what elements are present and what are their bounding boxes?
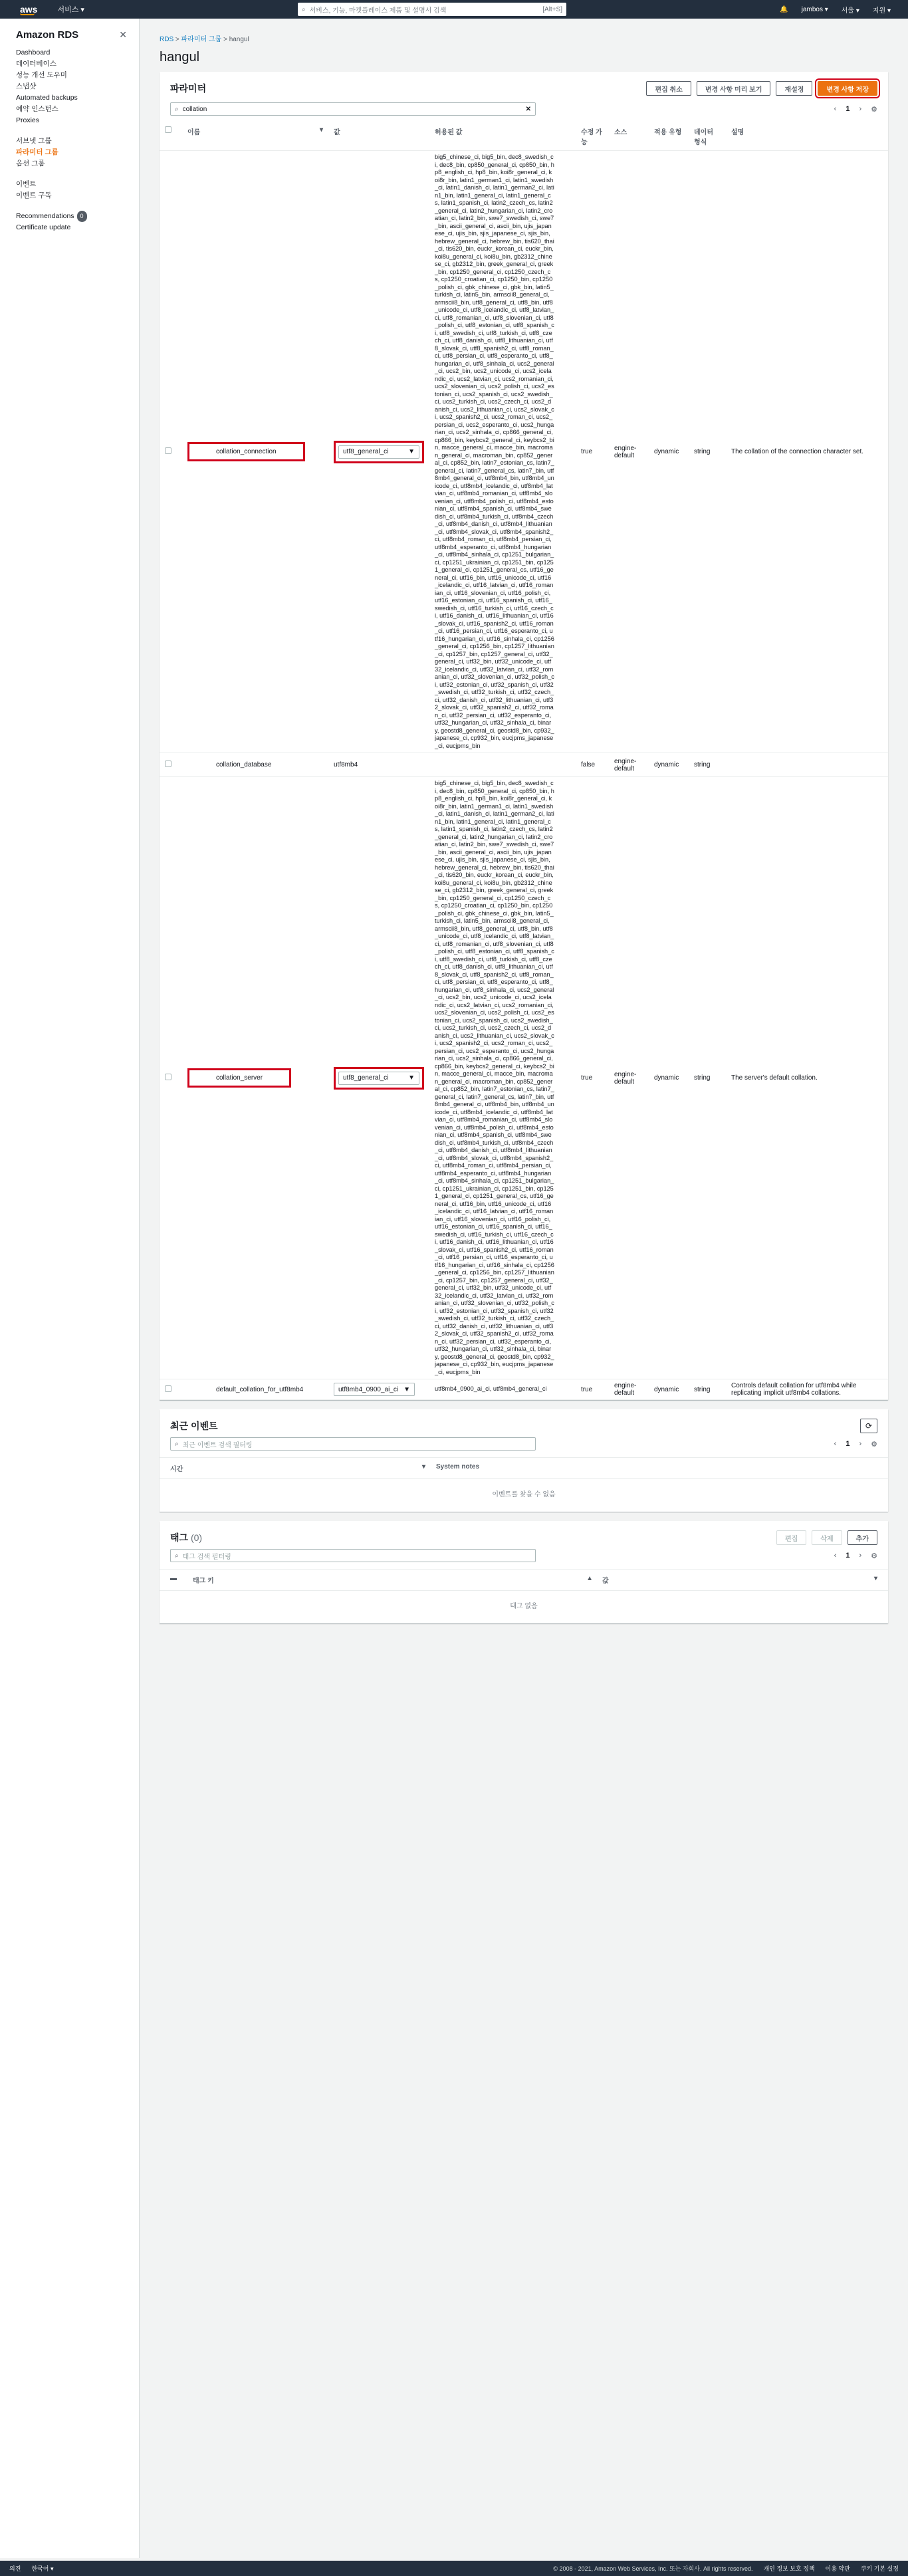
sidebar-item-databases[interactable]: 데이터베이스 <box>16 60 57 68</box>
select-all-checkbox-minus[interactable]: ▬ <box>170 1575 177 1582</box>
row-checkbox[interactable] <box>165 1385 171 1392</box>
recommendations-badge: 0 <box>77 211 87 222</box>
sidebar-item-recommendations[interactable] <box>16 211 123 222</box>
col-header-value[interactable]: 값 <box>328 122 429 151</box>
data-type: string <box>689 151 726 753</box>
preview-changes-button[interactable]: 변경 사항 미리 보기 <box>697 81 771 96</box>
gear-icon[interactable]: ⚙ <box>871 1440 877 1449</box>
breadcrumb-current: hangul <box>229 36 249 43</box>
data-type: string <box>689 1379 726 1400</box>
edit-tags-button[interactable]: 편집 <box>776 1530 806 1545</box>
global-search-input[interactable] <box>298 3 566 16</box>
recent-events-panel <box>160 1409 888 1512</box>
pagination <box>834 105 877 114</box>
row-checkbox[interactable] <box>165 761 171 767</box>
table-row <box>160 1379 888 1400</box>
col-header-data-type[interactable]: 데이터 형식 <box>689 122 726 151</box>
gear-icon[interactable]: ⚙ <box>871 105 877 114</box>
modifiable: true <box>576 151 609 753</box>
col-header-name[interactable]: 이름 ▾ <box>182 122 328 151</box>
support-menu[interactable]: 지원 ▾ <box>872 7 891 15</box>
modifiable: false <box>576 753 609 777</box>
source: engine-default <box>609 777 649 1379</box>
search-icon: ⌕ <box>175 1552 179 1560</box>
col-header-time[interactable]: 시간 ▾ <box>170 1463 425 1473</box>
aws-logo[interactable] <box>20 4 37 15</box>
close-icon[interactable]: ✕ <box>119 29 127 40</box>
page-number[interactable]: 1 <box>846 105 850 113</box>
next-page-icon[interactable]: › <box>859 1552 862 1560</box>
topnav-right <box>780 0 891 19</box>
sidebar-group-3 <box>0 179 139 201</box>
services-menu[interactable]: 서비스 ▾ <box>57 6 84 14</box>
cancel-edit-button[interactable]: 편집 취소 <box>646 81 691 96</box>
global-search-placeholder: 서비스, 기능, 마켓플레이스 제품 및 설명서 검색 <box>309 7 447 15</box>
parameter-filter-input[interactable] <box>170 102 536 116</box>
events-table-header <box>160 1457 888 1479</box>
clear-filter-icon[interactable]: ✕ <box>525 105 531 113</box>
apply-type: dynamic <box>649 777 689 1379</box>
caret-down-icon: ▼ <box>408 1074 415 1082</box>
row-checkbox[interactable] <box>165 1074 171 1080</box>
sidebar-item-option-groups[interactable]: 옵션 그룹 <box>16 160 45 168</box>
bell-icon[interactable]: 🔔 <box>780 5 788 13</box>
data-type: string <box>689 753 726 777</box>
next-page-icon[interactable]: › <box>859 105 862 113</box>
breadcrumb <box>153 19 895 47</box>
sidebar <box>0 19 140 2558</box>
table-row <box>160 151 888 753</box>
sidebar-title: Amazon RDS <box>16 29 79 41</box>
parameters-table <box>160 122 888 1400</box>
prev-page-icon[interactable]: ‹ <box>834 1552 837 1560</box>
reset-button[interactable]: 재설정 <box>776 81 812 96</box>
add-tag-button[interactable]: 추가 <box>848 1530 877 1545</box>
param-value-select[interactable]: utf8_general_ci ▼ <box>338 445 419 459</box>
description: Controls default collation for utf8mb4 while replicating implicit utf8mb4 collations. <box>726 1379 888 1400</box>
col-header-system-notes[interactable]: System notes <box>436 1463 480 1470</box>
apply-type: dynamic <box>649 753 689 777</box>
table-header-row <box>160 122 888 151</box>
search-icon: ⌕ <box>175 1440 179 1448</box>
col-header-modifiable[interactable]: 수정 가능 <box>576 122 609 151</box>
col-header-apply-type[interactable]: 적용 유형 <box>649 122 689 151</box>
tags-search-input[interactable] <box>170 1549 536 1562</box>
param-value: utf8mb4 <box>328 753 429 777</box>
tags-pagination <box>834 1552 877 1560</box>
breadcrumb-separator: > <box>223 36 227 43</box>
source: engine-default <box>609 151 649 753</box>
sidebar-item-reserved-instances[interactable]: 예약 인스턴스 <box>16 105 58 113</box>
param-name: default_collation_for_utf8mb4 <box>182 1379 328 1400</box>
select-all-checkbox[interactable] <box>165 126 171 133</box>
page-title: hangul <box>160 50 200 64</box>
footer <box>0 2561 908 2576</box>
caret-down-icon: ▼ <box>403 1385 410 1393</box>
allowed-values: utf8mb4_0900_ai_ci, utf8mb4_general_ci <box>435 1385 547 1393</box>
top-navigation <box>0 0 908 19</box>
main-content <box>153 19 895 1623</box>
sidebar-group-4 <box>0 211 139 233</box>
sidebar-item-automated-backups[interactable]: Automated backups <box>16 94 78 102</box>
page-number[interactable]: 1 <box>846 1552 850 1560</box>
gear-icon[interactable]: ⚙ <box>871 1552 877 1560</box>
description: The server's default collation. <box>726 777 888 1379</box>
caret-down-icon: ▼ <box>408 448 415 455</box>
aws-logo-text: aws <box>20 3 38 15</box>
events-search-input[interactable] <box>170 1437 536 1451</box>
prev-page-icon[interactable]: ‹ <box>834 105 837 113</box>
param-value-select[interactable]: utf8_general_ci ▼ <box>338 1072 419 1085</box>
privacy-link[interactable]: 개인 정보 보호 정책 <box>763 2565 815 2572</box>
events-search-placeholder: 최근 이벤트 검색 필터링 <box>182 1441 253 1449</box>
sidebar-item-snapshots[interactable]: 스냅샷 <box>16 82 37 90</box>
sidebar-item-proxies[interactable]: Proxies <box>16 116 40 124</box>
table-row <box>160 753 888 777</box>
table-row <box>160 777 888 1379</box>
allowed-values: big5_chinese_ci, big5_bin, dec8_swedish_ci, dec8_bin, cp850_general_ci, cp850_bin, hp8_english_ci, hp8_bin, koi8r_general_ci, koi8r_bin, latin1_german1_ci, latin1_swedish_ci, latin1_danish_ci, latin1_german2_ci, latin1_bin, latin1_general_ci, latin1_general_cs, latin1_spanish_ci, latin2_czech_cs, latin2_general_ci, latin2_hungarian_ci, latin2_croatian_ci, latin2_bin, swe7_swedish_ci, swe7_bin, ascii_general_ci, ascii_bin, ujis_japanese_ci, ujis_bin, sjis_japanese_ci, sjis_bin, hebrew_general_ci, hebrew_bin, tis620_thai_ci, tis620_bin, euckr_korean_ci, euckr_bin, koi8u_general_ci, koi8u_bin, gb2312_chinese_ci, gb2312_bin, greek_general_ci, greek_bin, cp1250_general_ci, cp1250_czech_cs, cp1250_croatian_ci, cp1250_bin, cp1250_polish_ci, gbk_chinese_ci, gbk_bin, latin5_turkish_ci, latin5_bin, armscii8_general_ci, armscii8_bin, utf8_general_ci, utf8_bin, utf8_unicode_ci, utf8_icelandic_ci, utf8_latvian_ci, utf8_romanian_ci, utf8_slovenian_ci, utf8_polish_ci, utf8_estonian_ci, utf8_spanish_ci, utf8_swedish_ci, utf8_turkish_ci, utf8_czech_ci, utf8_danish_ci, utf8_lithuanian_ci, utf8_slovak_ci, utf8_spanish2_ci, utf8_roman_ci, utf8_persian_ci, utf8_esperanto_ci, utf8_hungarian_ci, utf8_sinhala_ci, ucs2_general_ci, ucs2_bin, ucs2_unicode_ci, ucs2_icelandic_ci, ucs2_latvian_ci, ucs2_romanian_ci, ucs2_slovenian_ci, ucs2_polish_ci, ucs2_estonian_ci, ucs2_spanish_ci, ucs2_swedish_ci, ucs2_turkish_ci, ucs2_czech_ci, ucs2_danish_ci, ucs2_lithuanian_ci, ucs2_slovak_ci, ucs2_spanish2_ci, ucs2_roman_ci, ucs2_persian_ci, ucs2_esperanto_ci, ucs2_hungarian_ci, ucs2_sinhala_ci, cp866_general_ci, cp866_bin, keybcs2_general_ci, keybcs2_bin, macce_general_ci, macce_bin, macroman_general_ci, macroman_bin, cp852_general_ci, cp852_bin, latin7_estonian_cs, latin7_general_ci, latin7_general_cs, latin7_bin, utf8mb4_general_ci, utf8mb4_bin, utf8mb4_unicode_ci, utf8mb4_icelandic_ci, utf8mb4_latvian_ci, utf8mb4_romanian_ci, utf8mb4_slovenian_ci, utf8mb4_polish_ci, utf8mb4_estonian_ci, utf8mb4_spanish_ci, utf8mb4_swedish_ci, utf8mb4_turkish_ci, utf8mb4_czech_ci, utf8mb4_danish_ci, utf8mb4_lithuanian_ci, utf8mb4_slovak_ci, utf8mb4_spanish2_ci, utf8mb4_roman_ci, utf8mb4_persian_ci, utf8mb4_esperanto_ci, utf8mb4_hungarian_ci, utf8mb4_sinhala_ci, cp1251_bulgarian_ci, cp1251_ukrainian_ci, cp1251_bin, cp1251_general_ci, cp1251_general_cs, utf16_general_ci, utf16_bin, utf16_unicode_ci, utf16_icelandic_ci, utf16_latvian_ci, utf16_romanian_ci, utf16_slovenian_ci, utf16_polish_ci, utf16_estonian_ci, utf16_spanish_ci, utf16_swedish_ci, utf16_turkish_ci, utf16_czech_ci, utf16_danish_ci, utf16_lithuanian_ci, utf16_slovak_ci, utf16_spanish2_ci, utf16_roman_ci, utf16_persian_ci, utf16_esperanto_ci, utf16_hungarian_ci, utf16_sinhala_ci, cp1256_general_ci, cp1256_bin, cp1257_lithuanian_ci, cp1257_bin, cp1257_general_ci, utf32_general_ci, utf32_bin, utf32_unicode_ci, utf32_icelandic_ci, utf32_latvian_ci, utf32_romanian_ci, utf32_slovenian_ci, utf32_polish_ci, utf32_estonian_ci, utf32_spanish_ci, utf32_swedish_ci, utf32_turkish_ci, utf32_czech_ci, utf32_danish_ci, utf32_lithuanian_ci, utf32_slovak_ci, utf32_spanish2_ci, utf32_roman_ci, utf32_persian_ci, utf32_esperanto_ci, utf32_hungarian_ci, utf32_sinhala_ci, binary, geostd8_general_ci, geostd8_bin, cp932_japanese_ci, cp932_bin, eucjpms_japanese_ci, eucjpms_bin <box>435 154 556 749</box>
parameters-panel <box>160 72 888 1400</box>
sidebar-item-certificate-update[interactable]: Certificate update <box>16 223 71 231</box>
modifiable: true <box>576 777 609 1379</box>
breadcrumb-parameter-groups[interactable]: 파라미터 그룹 <box>181 36 222 43</box>
col-header-tag-value[interactable]: 값 ▾ <box>602 1575 877 1585</box>
language-selector[interactable]: 한국어 ▾ <box>31 2565 54 2572</box>
row-checkbox[interactable] <box>165 447 171 454</box>
refresh-icon[interactable]: ⟳ <box>860 1419 877 1433</box>
param-name: collation_connection <box>187 442 305 461</box>
region-menu[interactable]: 서울 ▾ <box>841 7 859 15</box>
data-type: string <box>689 777 726 1379</box>
description <box>726 753 888 777</box>
sidebar-item-event-subscriptions[interactable]: 이벤트 구독 <box>16 191 52 199</box>
param-name: collation_database <box>182 753 328 777</box>
col-header-description[interactable]: 설명 <box>726 122 888 151</box>
tags-title: 태그 (0) <box>170 1532 203 1543</box>
breadcrumb-separator: > <box>175 36 179 43</box>
apply-type: dynamic <box>649 151 689 753</box>
tags-empty-state: 태그 없음 <box>510 1603 538 1610</box>
allowed-values: big5_chinese_ci, big5_bin, dec8_swedish_ci, dec8_bin, cp850_general_ci, cp850_bin, hp8_english_ci, hp8_bin, koi8r_general_ci, koi8r_bin, latin1_german1_ci, latin1_swedish_ci, latin1_danish_ci, latin1_german2_ci, latin1_bin, latin1_general_ci, latin1_general_cs, latin1_spanish_ci, latin2_czech_cs, latin2_general_ci, latin2_hungarian_ci, latin2_croatian_ci, latin2_bin, swe7_swedish_ci, swe7_bin, ascii_general_ci, ascii_bin, ujis_japanese_ci, ujis_bin, sjis_japanese_ci, sjis_bin, hebrew_general_ci, hebrew_bin, tis620_thai_ci, tis620_bin, euckr_korean_ci, euckr_bin, koi8u_general_ci, koi8u_bin, gb2312_chinese_ci, gb2312_bin, greek_general_ci, greek_bin, cp1250_general_ci, cp1250_czech_cs, cp1250_croatian_ci, cp1250_bin, cp1250_polish_ci, gbk_chinese_ci, gbk_bin, latin5_turkish_ci, latin5_bin, armscii8_general_ci, armscii8_bin, utf8_general_ci, utf8_bin, utf8_unicode_ci, utf8_icelandic_ci, utf8_latvian_ci, utf8_romanian_ci, utf8_slovenian_ci, utf8_polish_ci, utf8_estonian_ci, utf8_spanish_ci, utf8_swedish_ci, utf8_turkish_ci, utf8_czech_ci, utf8_danish_ci, utf8_lithuanian_ci, utf8_slovak_ci, utf8_spanish2_ci, utf8_roman_ci, utf8_persian_ci, utf8_esperanto_ci, utf8_hungarian_ci, utf8_sinhala_ci, ucs2_general_ci, ucs2_bin, ucs2_unicode_ci, ucs2_icelandic_ci, ucs2_latvian_ci, ucs2_romanian_ci, ucs2_slovenian_ci, ucs2_polish_ci, ucs2_estonian_ci, ucs2_spanish_ci, ucs2_swedish_ci, ucs2_turkish_ci, ucs2_czech_ci, ucs2_danish_ci, ucs2_lithuanian_ci, ucs2_slovak_ci, ucs2_spanish2_ci, ucs2_roman_ci, ucs2_persian_ci, ucs2_esperanto_ci, ucs2_hungarian_ci, ucs2_sinhala_ci, cp866_general_ci, cp866_bin, keybcs2_general_ci, keybcs2_bin, macce_general_ci, macce_bin, macroman_general_ci, macroman_bin, cp852_general_ci, cp852_bin, latin7_estonian_cs, latin7_general_ci, latin7_general_cs, latin7_bin, utf8mb4_general_ci, utf8mb4_bin, utf8mb4_unicode_ci, utf8mb4_icelandic_ci, utf8mb4_latvian_ci, utf8mb4_romanian_ci, utf8mb4_slovenian_ci, utf8mb4_polish_ci, utf8mb4_estonian_ci, utf8mb4_spanish_ci, utf8mb4_swedish_ci, utf8mb4_turkish_ci, utf8mb4_czech_ci, utf8mb4_danish_ci, utf8mb4_lithuanian_ci, utf8mb4_slovak_ci, utf8mb4_spanish2_ci, utf8mb4_roman_ci, utf8mb4_persian_ci, utf8mb4_esperanto_ci, utf8mb4_hungarian_ci, utf8mb4_sinhala_ci, cp1251_bulgarian_ci, cp1251_ukrainian_ci, cp1251_bin, cp1251_general_ci, cp1251_general_cs, utf16_general_ci, utf16_bin, utf16_unicode_ci, utf16_icelandic_ci, utf16_latvian_ci, utf16_romanian_ci, utf16_slovenian_ci, utf16_polish_ci, utf16_estonian_ci, utf16_spanish_ci, utf16_swedish_ci, utf16_turkish_ci, utf16_czech_ci, utf16_danish_ci, utf16_lithuanian_ci, utf16_slovak_ci, utf16_spanish2_ci, utf16_roman_ci, utf16_persian_ci, utf16_esperanto_ci, utf16_hungarian_ci, utf16_sinhala_ci, cp1256_general_ci, cp1256_bin, cp1257_lithuanian_ci, cp1257_bin, cp1257_general_ci, utf32_general_ci, utf32_bin, utf32_unicode_ci, utf32_icelandic_ci, utf32_latvian_ci, utf32_romanian_ci, utf32_slovenian_ci, utf32_polish_ci, utf32_estonian_ci, utf32_spanish_ci, utf32_swedish_ci, utf32_turkish_ci, utf32_czech_ci, utf32_danish_ci, utf32_lithuanian_ci, utf32_slovak_ci, utf32_spanish2_ci, utf32_roman_ci, utf32_persian_ci, utf32_esperanto_ci, utf32_hungarian_ci, utf32_sinhala_ci, binary, geostd8_general_ci, geostd8_bin, cp932_japanese_ci, cp932_bin, eucjpms_japanese_ci, eucjpms_bin <box>435 780 556 1375</box>
recent-events-title: 최근 이벤트 <box>170 1421 218 1431</box>
tags-search-placeholder: 태그 검색 필터링 <box>182 1553 231 1561</box>
search-icon: ⌕ <box>302 5 306 13</box>
col-header-tag-key[interactable]: 태그 키 ▲ <box>193 1575 593 1585</box>
col-header-source[interactable]: 소스 <box>609 122 649 151</box>
next-page-icon[interactable]: › <box>859 1440 862 1448</box>
param-name: collation_server <box>187 1068 291 1088</box>
search-shortcut: [Alt+S] <box>542 5 562 13</box>
cookie-preferences-link[interactable]: 쿠키 기본 설정 <box>860 2565 899 2572</box>
tags-panel <box>160 1521 888 1623</box>
sidebar-item-subnet-groups[interactable]: 서브넷 그룹 <box>16 137 52 145</box>
events-pagination <box>834 1440 877 1449</box>
page-number[interactable]: 1 <box>846 1440 850 1448</box>
sidebar-item-events[interactable]: 이벤트 <box>16 180 37 188</box>
parameters-title: 파라미터 <box>170 83 207 94</box>
filter-value: collation <box>182 105 207 113</box>
save-changes-button[interactable]: 변경 사항 저장 <box>818 81 877 96</box>
source: engine-default <box>609 753 649 777</box>
param-value-select[interactable]: utf8mb4_0900_ai_ci ▼ <box>334 1383 415 1396</box>
prev-page-icon[interactable]: ‹ <box>834 1440 837 1448</box>
breadcrumb-rds[interactable]: RDS <box>160 36 174 43</box>
apply-type: dynamic <box>649 1379 689 1400</box>
feedback-link[interactable]: 의견 <box>9 2565 21 2572</box>
terms-link[interactable]: 이용 약관 <box>825 2565 850 2572</box>
description: The collation of the connection character set. <box>726 151 888 753</box>
events-empty-state: 이벤트를 찾을 수 없음 <box>492 1491 556 1498</box>
tags-table-header <box>160 1569 888 1591</box>
recommendations-label: Recommendations <box>16 212 74 220</box>
account-menu[interactable]: jambos ▾ <box>801 5 828 13</box>
search-icon: ⌕ <box>175 105 179 113</box>
delete-tags-button[interactable]: 삭제 <box>812 1530 842 1545</box>
source: engine-default <box>609 1379 649 1400</box>
sidebar-item-performance-insights[interactable]: 성능 개선 도우미 <box>16 71 67 79</box>
sidebar-group-2 <box>0 136 139 170</box>
sidebar-group-1 <box>0 47 139 126</box>
sidebar-item-parameter-groups[interactable]: 파라미터 그룹 <box>16 148 58 156</box>
modifiable: true <box>576 1379 609 1400</box>
sidebar-item-dashboard[interactable]: Dashboard <box>16 49 51 57</box>
col-header-allowed[interactable]: 허용된 값 <box>429 122 576 151</box>
copyright: © 2008 - 2021, Amazon Web Services, Inc. 또는 자회사. All rights reserved. <box>553 2565 753 2572</box>
